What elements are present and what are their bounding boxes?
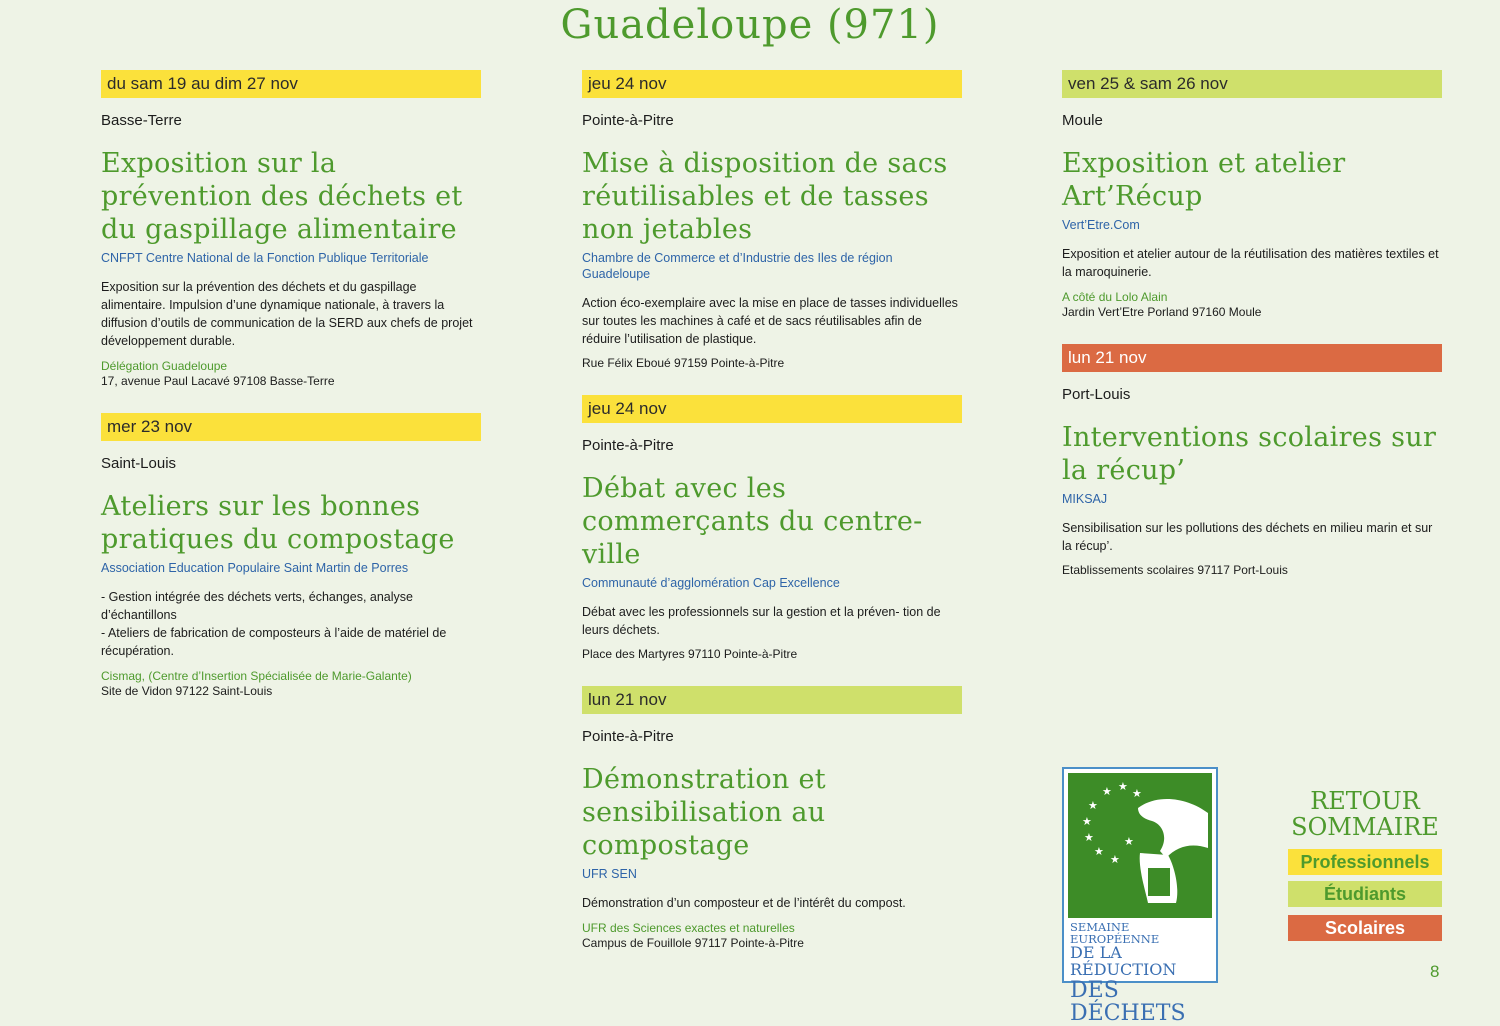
event-organizer: Vert’Etre.Com [1062, 218, 1140, 232]
event-organizer: Communauté d’agglomération Cap Excellence [582, 576, 840, 590]
event-city: Basse-Terre [101, 112, 182, 129]
event-title: Interventions scolaires sur la récup’ [1062, 422, 1437, 486]
event-card [582, 395, 962, 662]
event-organizer: UFR SEN [582, 867, 637, 881]
logo-emblem [1068, 773, 1212, 918]
svg-text:★: ★ [1094, 846, 1104, 858]
logo-text-line3: DES DÉCHETS [1070, 977, 1186, 1026]
hand-stars-icon [1068, 773, 1216, 918]
date-bar: jeu 24 nov [582, 70, 962, 98]
svg-text:★: ★ [1082, 816, 1092, 828]
page-title: Guadeloupe (971) [560, 2, 940, 48]
event-organizer: Chambre de Commerce et d’Industrie des Iles de région Guadeloupe [582, 251, 893, 281]
event-description: Exposition sur la prévention des déchets et du gaspillage alimentaire. Impulsion d’une dynamique nationale, à travers la diffusion d’outils de communication de la SERD aux chefs de projet développement durable. [101, 280, 473, 348]
event-location-name: UFR des Sciences exactes et naturelles [582, 921, 795, 935]
logo-text-line1: SEMAINE EUROPÉENNE [1070, 920, 1160, 947]
page-number: 8 [1430, 962, 1440, 981]
event-organizer: CNFPT Centre National de la Fonction Publique Territoriale [101, 251, 429, 265]
column-2 [582, 70, 962, 951]
retour-sommaire-link[interactable]: RETOUR SOMMAIRE [1291, 787, 1439, 841]
logo-text-line2: DE LA RÉDUCTION [1070, 943, 1177, 979]
date-bar: lun 21 nov [1062, 344, 1442, 372]
svg-text:★: ★ [1118, 781, 1128, 793]
date-bar: ven 25 & sam 26 nov [1062, 70, 1442, 98]
event-card [582, 686, 962, 951]
event-card [1062, 70, 1442, 320]
event-title: Débat avec les commerçants du centre-ville [582, 473, 923, 570]
event-title: Mise à disposition de sacs réutilisables et de tasses non jetables [582, 148, 948, 245]
event-description: Sensibilisation sur les pollutions des déchets en milieu marin et sur la récup’. [1062, 521, 1433, 553]
svg-text:★: ★ [1124, 836, 1134, 848]
svg-text:★: ★ [1102, 786, 1112, 798]
date-bar: jeu 24 nov [582, 395, 962, 423]
event-city: Saint-Louis [101, 455, 177, 472]
event-card [582, 70, 962, 371]
event-description: Débat avec les professionnels sur la gestion et la préven- tion de leurs déchets. [582, 605, 941, 637]
event-address: Site de Vidon 97122 Saint-Louis [101, 684, 273, 698]
event-location-name: Délégation Guadeloupe [101, 359, 228, 373]
event-address: Etablissements scolaires 97117 Port-Louis [1062, 563, 1288, 577]
event-city: Pointe-à-Pitre [582, 112, 674, 129]
date-bar: mer 23 nov [101, 413, 481, 441]
event-city: Pointe-à-Pitre [582, 437, 674, 454]
event-card [1062, 344, 1442, 578]
event-location-name: A côté du Lolo Alain [1062, 290, 1168, 304]
event-description: Démonstration d’un composteur et de l’intérêt du compost. [582, 896, 906, 910]
event-title: Ateliers sur les bonnes pratiques du compostage [101, 491, 455, 555]
svg-text:★: ★ [1132, 788, 1142, 800]
event-address: Place des Martyres 97110 Pointe-à-Pitre [582, 647, 798, 661]
event-address: 17, avenue Paul Lacavé 97108 Basse-Terre [101, 374, 335, 388]
svg-text:★: ★ [1084, 832, 1094, 844]
event-card [101, 70, 481, 389]
event-organizer: MIKSAJ [1062, 492, 1108, 506]
event-location-name: Cismag, (Centre d’Insertion Spécialisée de Marie-Galante) [101, 669, 412, 683]
column-1 [101, 70, 481, 699]
nav-etudiants-button[interactable]: Étudiants [1288, 881, 1442, 907]
date-bar: lun 21 nov [582, 686, 962, 714]
serd-logo [1062, 767, 1218, 1026]
event-title: Exposition et atelier Art’Récup [1062, 148, 1346, 212]
svg-text:★: ★ [1088, 800, 1098, 812]
event-city: Port-Louis [1062, 386, 1131, 403]
event-title: Exposition sur la prévention des déchets et du gaspillage alimentaire [101, 148, 463, 245]
event-address: Jardin Vert’Etre Porland 97160 Moule [1062, 305, 1262, 319]
event-description: Exposition et atelier autour de la réutilisation des matières textiles et la maroquinerie. [1062, 247, 1439, 279]
event-description: Action éco-exemplaire avec la mise en place de tasses individuelles sur toutes les machines à café et de sacs réutilisables afin de réduire l’utilisation de plastique. [582, 296, 958, 346]
event-address: Campus de Fouillole 97117 Pointe-à-Pitre [582, 936, 804, 950]
event-title: Démonstration et sensibilisation au compostage [582, 764, 826, 861]
event-city: Pointe-à-Pitre [582, 728, 674, 745]
event-address: Rue Félix Eboué 97159 Pointe-à-Pitre [582, 356, 785, 370]
event-card [101, 413, 481, 699]
date-bar: du sam 19 au dim 27 nov [101, 70, 481, 98]
event-organizer: Association Education Populaire Saint Martin de Porres [101, 561, 409, 575]
nav-scolaires-button[interactable]: Scolaires [1288, 915, 1442, 941]
event-description: - Gestion intégrée des déchets verts, échanges, analyse d’échantillons - Ateliers de fabrication de composteurs à l’aide de matériel de récupération. [101, 590, 447, 658]
nav-professionnels-button[interactable]: Professionnels [1288, 849, 1442, 875]
column-3 [1062, 70, 1442, 578]
event-city: Moule [1062, 112, 1103, 129]
svg-text:★: ★ [1110, 854, 1120, 866]
